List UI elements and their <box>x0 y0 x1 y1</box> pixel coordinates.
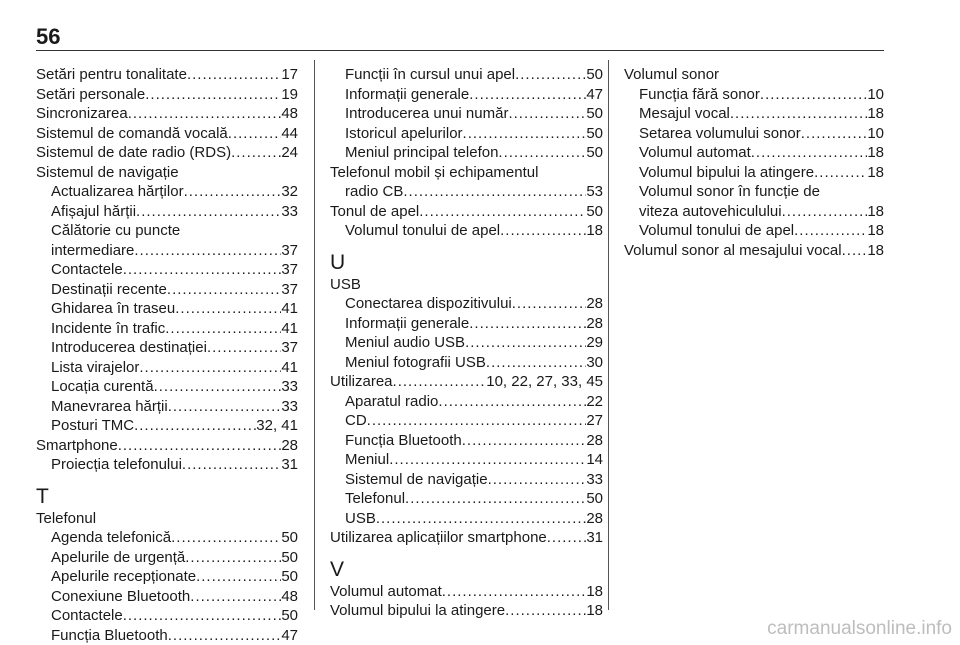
dot-leader <box>512 294 587 314</box>
dot-leader <box>175 299 281 319</box>
index-entry-page: 48 <box>281 104 298 124</box>
dot-leader <box>760 85 867 105</box>
index-entry <box>330 392 603 412</box>
index-heading: USB <box>330 275 603 295</box>
index-entry-page: 41 <box>281 299 298 319</box>
dot-leader <box>801 124 868 144</box>
dot-leader <box>438 392 586 412</box>
dot-leader <box>165 319 281 339</box>
index-entry <box>36 182 298 202</box>
section-letter: U <box>330 251 603 275</box>
index-entry-page: 37 <box>281 280 298 300</box>
index-entry <box>624 143 884 163</box>
index-entry-page: 24 <box>281 143 298 163</box>
index-entry-text: Sincronizarea <box>36 104 128 124</box>
index-entry-page: 18 <box>867 104 884 124</box>
index-entry <box>624 104 884 124</box>
index-entry-text: Apelurile de urgență <box>51 548 185 568</box>
index-entry-page: 50 <box>281 567 298 587</box>
index-entry <box>330 509 603 529</box>
index-entry-page: 18 <box>586 221 603 241</box>
index-entry <box>330 582 603 602</box>
index-entry <box>330 143 603 163</box>
index-entry <box>330 124 603 144</box>
index-entry-page: 14 <box>586 450 603 470</box>
index-entry <box>36 397 298 417</box>
index-entry <box>36 626 298 645</box>
index-entry-page: 47 <box>281 626 298 645</box>
index-entry-text: Contactele <box>51 606 123 626</box>
index-entry-page: 50 <box>281 528 298 548</box>
index-entry <box>36 143 298 163</box>
index-entry <box>36 241 298 261</box>
index-entry <box>330 601 603 621</box>
dot-leader <box>500 221 586 241</box>
index-entry-text: Meniul <box>345 450 389 470</box>
index-entry <box>36 104 298 124</box>
index-entry-page: 50 <box>586 489 603 509</box>
index-entry-text: Meniul audio USB <box>345 333 465 353</box>
dot-leader <box>367 411 587 431</box>
index-entry <box>330 182 603 202</box>
index-entry-page: 28 <box>586 431 603 451</box>
index-entry-text: Volumul tonului de apel <box>639 221 794 241</box>
dot-leader <box>231 143 281 163</box>
index-entry <box>36 587 298 607</box>
dot-leader <box>190 587 281 607</box>
dot-leader <box>154 377 282 397</box>
index-entry-text: Afișajul hărții <box>51 202 136 222</box>
index-entry-page: 50 <box>586 104 603 124</box>
index-entry <box>36 319 298 339</box>
index-entry <box>330 294 603 314</box>
index-entry <box>36 124 298 144</box>
index-entry-text: Funcția Bluetooth <box>51 626 168 645</box>
dot-leader <box>123 260 282 280</box>
index-entry-page: 28 <box>586 314 603 334</box>
index-entry-text: Sistemul de navigație <box>345 470 488 490</box>
index-entry-text: Setări personale <box>36 85 145 105</box>
index-entry-page: 50 <box>586 143 603 163</box>
index-entry-page: 31 <box>586 528 603 548</box>
index-entry-text: Apelurile recepționate <box>51 567 196 587</box>
index-entry-text: radio CB <box>345 182 403 202</box>
section-letter: V <box>330 558 603 582</box>
index-entry-page: 28 <box>586 294 603 314</box>
index-entry-page: 41 <box>281 358 298 378</box>
dot-leader <box>136 202 281 222</box>
index-column-2 <box>330 65 603 621</box>
index-column-3 <box>624 65 884 260</box>
index-entry-page: 30 <box>586 353 603 373</box>
index-heading: Volumul sonor în funcție de <box>624 182 884 202</box>
index-entry <box>330 221 603 241</box>
index-entry-text: Lista virajelor <box>51 358 139 378</box>
watermark: carmanualsonline.info <box>767 618 952 640</box>
index-entry-text: Conexiune Bluetooth <box>51 587 190 607</box>
index-entry <box>624 163 884 183</box>
index-entry-page: 37 <box>281 260 298 280</box>
index-entry <box>36 85 298 105</box>
index-entry <box>330 202 603 222</box>
index-entry-page: 17 <box>281 65 298 85</box>
dot-leader <box>182 455 281 475</box>
index-entry-text: Volumul bipului la atingere <box>639 163 814 183</box>
index-entry <box>36 528 298 548</box>
dot-leader <box>228 124 282 144</box>
index-entry-text: Conectarea dispozitivului <box>345 294 512 314</box>
dot-leader <box>187 65 281 85</box>
index-entry-text: Posturi TMC <box>51 416 134 436</box>
dot-leader <box>515 65 586 85</box>
index-entry <box>330 65 603 85</box>
index-entry-text: Locația curentă <box>51 377 154 397</box>
index-entry-page: 18 <box>867 241 884 261</box>
index-entry-text: Sistemul de date radio (RDS) <box>36 143 231 163</box>
index-entry <box>36 299 298 319</box>
index-entry-page: 28 <box>586 509 603 529</box>
index-entry-page: 37 <box>281 241 298 261</box>
index-entry-page: 50 <box>281 606 298 626</box>
page-number: 56 <box>36 24 60 50</box>
index-entry-text: Smartphone <box>36 436 118 456</box>
index-entry-text: Telefonul <box>345 489 405 509</box>
index-entry-page: 50 <box>586 202 603 222</box>
index-entry-text: Funcția fără sonor <box>639 85 760 105</box>
index-entry-page: 18 <box>867 143 884 163</box>
index-entry <box>36 65 298 85</box>
dot-leader <box>389 450 586 470</box>
index-entry-text: Utilizarea <box>330 372 393 392</box>
index-entry <box>36 358 298 378</box>
dot-leader <box>207 338 281 358</box>
index-entry-text: Informații generale <box>345 314 469 334</box>
index-entry-page: 41 <box>281 319 298 339</box>
index-entry-text: Proiecția telefonului <box>51 455 182 475</box>
index-entry-text: Meniul fotografii USB <box>345 353 486 373</box>
dot-leader <box>167 280 281 300</box>
index-entry-text: Actualizarea hărților <box>51 182 184 202</box>
index-entry-page: 18 <box>586 582 603 602</box>
dot-leader <box>134 416 256 436</box>
index-entry-text: Volumul tonului de apel <box>345 221 500 241</box>
index-entry <box>36 436 298 456</box>
index-entry <box>330 85 603 105</box>
dot-leader <box>814 163 867 183</box>
index-entry-page: 28 <box>281 436 298 456</box>
dot-leader <box>469 314 586 334</box>
index-entry-text: Istoricul apelurilor <box>345 124 463 144</box>
index-entry <box>330 450 603 470</box>
column-divider <box>608 60 609 610</box>
dot-leader <box>508 104 586 124</box>
index-entry-text: Setări pentru tonalitate <box>36 65 187 85</box>
index-entry-page: 50 <box>281 548 298 568</box>
dot-leader <box>505 601 586 621</box>
dot-leader <box>128 104 282 124</box>
index-entry-page: 50 <box>586 124 603 144</box>
dot-leader <box>376 509 586 529</box>
index-heading: Sistemul de navigație <box>36 163 298 183</box>
index-entry-text: Volumul automat <box>330 582 442 602</box>
index-entry <box>624 85 884 105</box>
index-entry-page: 33 <box>586 470 603 490</box>
index-entry <box>330 470 603 490</box>
dot-leader <box>794 221 867 241</box>
index-entry-text: Introducerea destinației <box>51 338 207 358</box>
dot-leader <box>488 470 587 490</box>
index-heading: Telefonul mobil și echipamentul <box>330 163 603 183</box>
index-entry-page: 33 <box>281 202 298 222</box>
index-heading: Telefonul <box>36 509 298 529</box>
dot-leader <box>139 358 281 378</box>
index-entry <box>330 411 603 431</box>
index-entry-text: Ghidarea în traseu <box>51 299 175 319</box>
dot-leader <box>486 353 586 373</box>
index-entry <box>36 606 298 626</box>
dot-leader <box>547 528 587 548</box>
index-entry <box>36 455 298 475</box>
dot-leader <box>134 241 281 261</box>
dot-leader <box>751 143 868 163</box>
index-entry <box>330 528 603 548</box>
index-entry-page: 33 <box>281 397 298 417</box>
index-entry <box>36 260 298 280</box>
index-entry <box>330 104 603 124</box>
index-entry <box>624 124 884 144</box>
index-entry-text: Incidente în trafic <box>51 319 165 339</box>
index-entry-page: 48 <box>281 587 298 607</box>
index-entry-text: Contactele <box>51 260 123 280</box>
index-entry-text: Manevrarea hărții <box>51 397 168 417</box>
dot-leader <box>403 182 586 202</box>
dot-leader <box>419 202 586 222</box>
index-entry-page: 10, 22, 27, 33, 45 <box>486 372 603 392</box>
index-entry <box>36 377 298 397</box>
index-entry-page: 47 <box>586 85 603 105</box>
index-entry-page: 37 <box>281 338 298 358</box>
dot-leader <box>442 582 587 602</box>
index-entry-text: Funcția Bluetooth <box>345 431 462 451</box>
dot-leader <box>730 104 867 124</box>
index-entry-text: Volumul bipului la atingere <box>330 601 505 621</box>
dot-leader <box>118 436 282 456</box>
index-entry <box>330 489 603 509</box>
index-entry <box>624 202 884 222</box>
dot-leader <box>498 143 586 163</box>
index-entry-page: 27 <box>586 411 603 431</box>
dot-leader <box>184 182 282 202</box>
index-entry-text: Utilizarea aplicațiilor smartphone <box>330 528 547 548</box>
section-letter: T <box>36 485 298 509</box>
dot-leader <box>782 202 868 222</box>
index-entry-text: Meniul principal telefon <box>345 143 498 163</box>
index-entry-page: 18 <box>867 221 884 241</box>
index-entry-text: Volumul automat <box>639 143 751 163</box>
dot-leader <box>405 489 586 509</box>
index-entry <box>36 202 298 222</box>
index-entry <box>330 372 603 392</box>
dot-leader <box>168 626 282 645</box>
index-entry-page: 18 <box>867 163 884 183</box>
index-entry <box>624 221 884 241</box>
index-entry-page: 22 <box>586 392 603 412</box>
index-entry-text: Destinații recente <box>51 280 167 300</box>
dot-leader <box>196 567 281 587</box>
index-entry-text: Setarea volumului sonor <box>639 124 801 144</box>
index-entry <box>36 548 298 568</box>
index-heading: Volumul sonor <box>624 65 884 85</box>
column-divider <box>314 60 315 610</box>
dot-leader <box>465 333 586 353</box>
index-entry-text: Informații generale <box>345 85 469 105</box>
index-entry-text: Tonul de apel <box>330 202 419 222</box>
index-entry <box>330 314 603 334</box>
dot-leader <box>171 528 281 548</box>
index-entry-page: 32 <box>281 182 298 202</box>
dot-leader <box>842 241 868 261</box>
index-entry <box>36 416 298 436</box>
index-entry-page: 19 <box>281 85 298 105</box>
index-entry <box>330 333 603 353</box>
index-entry-text: Introducerea unui număr <box>345 104 508 124</box>
dot-leader <box>469 85 586 105</box>
index-heading: Călătorie cu puncte <box>36 221 298 241</box>
dot-leader <box>145 85 281 105</box>
index-entry-page: 29 <box>586 333 603 353</box>
dot-leader <box>168 397 282 417</box>
index-entry-text: Volumul sonor al mesajului vocal <box>624 241 842 261</box>
index-entry-text: Sistemul de comandă vocală <box>36 124 228 144</box>
dot-leader <box>393 372 487 392</box>
index-entry <box>36 280 298 300</box>
index-entry-text: Funcții în cursul unui apel <box>345 65 515 85</box>
index-entry <box>330 353 603 373</box>
dot-leader <box>123 606 282 626</box>
dot-leader <box>185 548 281 568</box>
index-entry <box>330 431 603 451</box>
index-entry <box>624 241 884 261</box>
dot-leader <box>462 431 587 451</box>
index-entry-text: CD <box>345 411 367 431</box>
dot-leader <box>463 124 587 144</box>
index-entry-page: 53 <box>586 182 603 202</box>
index-entry-page: 10 <box>867 124 884 144</box>
index-entry-page: 18 <box>586 601 603 621</box>
index-entry-page: 18 <box>867 202 884 222</box>
index-entry-text: Aparatul radio <box>345 392 438 412</box>
index-entry-page: 50 <box>586 65 603 85</box>
index-entry-page: 44 <box>281 124 298 144</box>
index-column-1 <box>36 65 298 645</box>
header-rule <box>36 50 884 51</box>
index-entry <box>36 567 298 587</box>
index-entry-text: Agenda telefonică <box>51 528 171 548</box>
index-entry <box>36 338 298 358</box>
index-entry-text: viteza autovehiculului <box>639 202 782 222</box>
index-entry-page: 10 <box>867 85 884 105</box>
index-entry-page: 32, 41 <box>256 416 298 436</box>
index-entry-page: 31 <box>281 455 298 475</box>
index-entry-text: Mesajul vocal <box>639 104 730 124</box>
index-entry-page: 33 <box>281 377 298 397</box>
index-entry-text: intermediare <box>51 241 134 261</box>
index-entry-text: USB <box>345 509 376 529</box>
